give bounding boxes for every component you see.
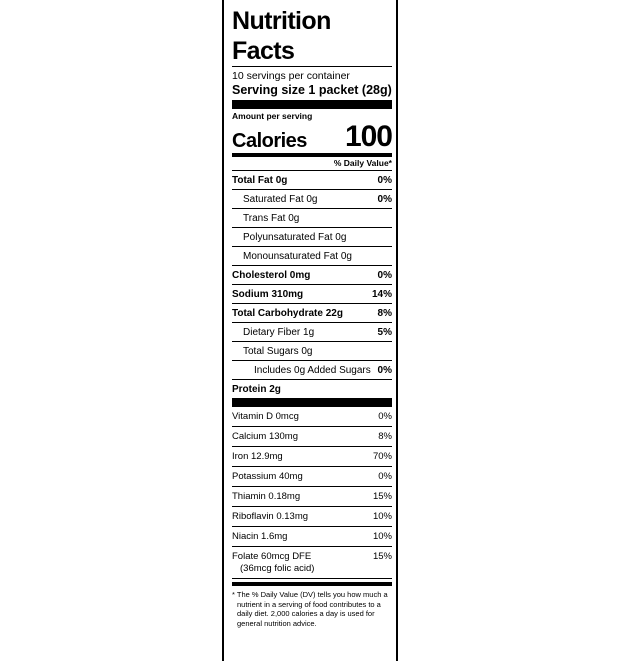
vitamin-row xyxy=(232,547,392,563)
nutrient-row xyxy=(232,209,392,228)
protein-row xyxy=(232,380,392,398)
nutrient-dv: 0% xyxy=(377,193,392,205)
servings-per-container: 10 servings per container xyxy=(232,70,350,82)
nutrient-row xyxy=(232,228,392,247)
nutrient-name: Cholesterol 0mg xyxy=(232,269,311,281)
nutrient-name: Monounsaturated Fat 0g xyxy=(243,250,352,262)
vitamin-row xyxy=(232,487,392,507)
divider-thick-top xyxy=(232,100,392,109)
vitamin-name: Calcium 130mg xyxy=(232,430,298,442)
vitamin-name: Thiamin 0.18mg xyxy=(232,490,301,502)
vitamin-name: Niacin 1.6mg xyxy=(232,530,288,542)
vitamin-row xyxy=(232,407,392,427)
vitamin-dv: 10% xyxy=(372,510,392,522)
serving-size: Serving size 1 packet (28g) xyxy=(232,83,392,97)
nutrient-name: Total Fat 0g xyxy=(232,174,288,186)
folate-subtext: (36mcg folic acid) xyxy=(232,563,392,580)
nutrient-dv: 0% xyxy=(377,174,392,186)
vitamin-dv: 10% xyxy=(372,530,392,542)
calories-label: Calories xyxy=(232,130,307,152)
protein-name: Protein 2g xyxy=(232,383,281,395)
vitamin-name: Iron 12.9mg xyxy=(232,450,283,462)
vitamin-dv: 15% xyxy=(372,490,392,502)
vitamin-name: Potassium 40mg xyxy=(232,470,303,482)
daily-value-header: % Daily Value* xyxy=(333,158,392,168)
footnote-text: * The % Daily Value (DV) tells you how much a nutrient in a serving of food contributes to a daily diet. 2,000 calories a day is used for general nutrition advice. xyxy=(232,590,388,628)
nutrient-name: Trans Fat 0g xyxy=(243,212,300,224)
vitamin-dv: 70% xyxy=(372,450,392,462)
divider-thick-protein xyxy=(232,398,392,407)
nutrient-row xyxy=(232,361,392,380)
vitamin-row xyxy=(232,427,392,447)
nutrient-row xyxy=(232,266,392,285)
vitamin-dv: 8% xyxy=(378,430,392,442)
calories-row xyxy=(232,122,392,153)
vitamin-name: Folate 60mcg DFE xyxy=(232,550,312,562)
vitamin-row xyxy=(232,467,392,487)
vitamin-dv: 15% xyxy=(372,550,392,562)
amount-per-serving-label: Amount per serving xyxy=(232,111,313,121)
nutrient-row xyxy=(232,342,392,361)
nutrient-name: Includes 0g Added Sugars xyxy=(254,364,371,376)
nutrient-row xyxy=(232,285,392,304)
vitamin-row xyxy=(232,447,392,467)
nutrient-row xyxy=(232,190,392,209)
vitamin-name: Riboflavin 0.13mg xyxy=(232,510,309,522)
nutrient-dv: 14% xyxy=(371,288,392,300)
vitamin-row xyxy=(232,527,392,547)
nutrient-name: Total Sugars 0g xyxy=(243,345,313,357)
vitamin-row xyxy=(232,507,392,527)
nutrient-row xyxy=(232,247,392,266)
nutrient-row xyxy=(232,171,392,190)
nutrient-name: Saturated Fat 0g xyxy=(243,193,318,205)
vitamin-dv: 0% xyxy=(378,410,392,422)
nutrient-name: Polyunsaturated Fat 0g xyxy=(243,231,347,243)
page-title: Nutrition Facts xyxy=(232,7,331,65)
nutrient-name: Dietary Fiber 1g xyxy=(243,326,315,338)
nutrient-dv: 0% xyxy=(377,364,392,376)
nutrient-dv: 8% xyxy=(377,307,392,319)
nutrient-dv: 5% xyxy=(377,326,392,338)
nutrient-name: Total Carbohydrate 22g xyxy=(232,307,343,319)
nutrient-dv: 0% xyxy=(377,269,392,281)
nutrient-row xyxy=(232,323,392,342)
nutrition-facts-content xyxy=(232,0,392,628)
vitamin-dv: 0% xyxy=(378,470,392,482)
nutrient-name: Sodium 310mg xyxy=(232,288,304,300)
vitamin-name: Vitamin D 0mcg xyxy=(232,410,299,422)
nutrition-facts-panel xyxy=(222,0,398,661)
nutrient-row xyxy=(232,304,392,323)
calories-value: 100 xyxy=(344,120,392,153)
